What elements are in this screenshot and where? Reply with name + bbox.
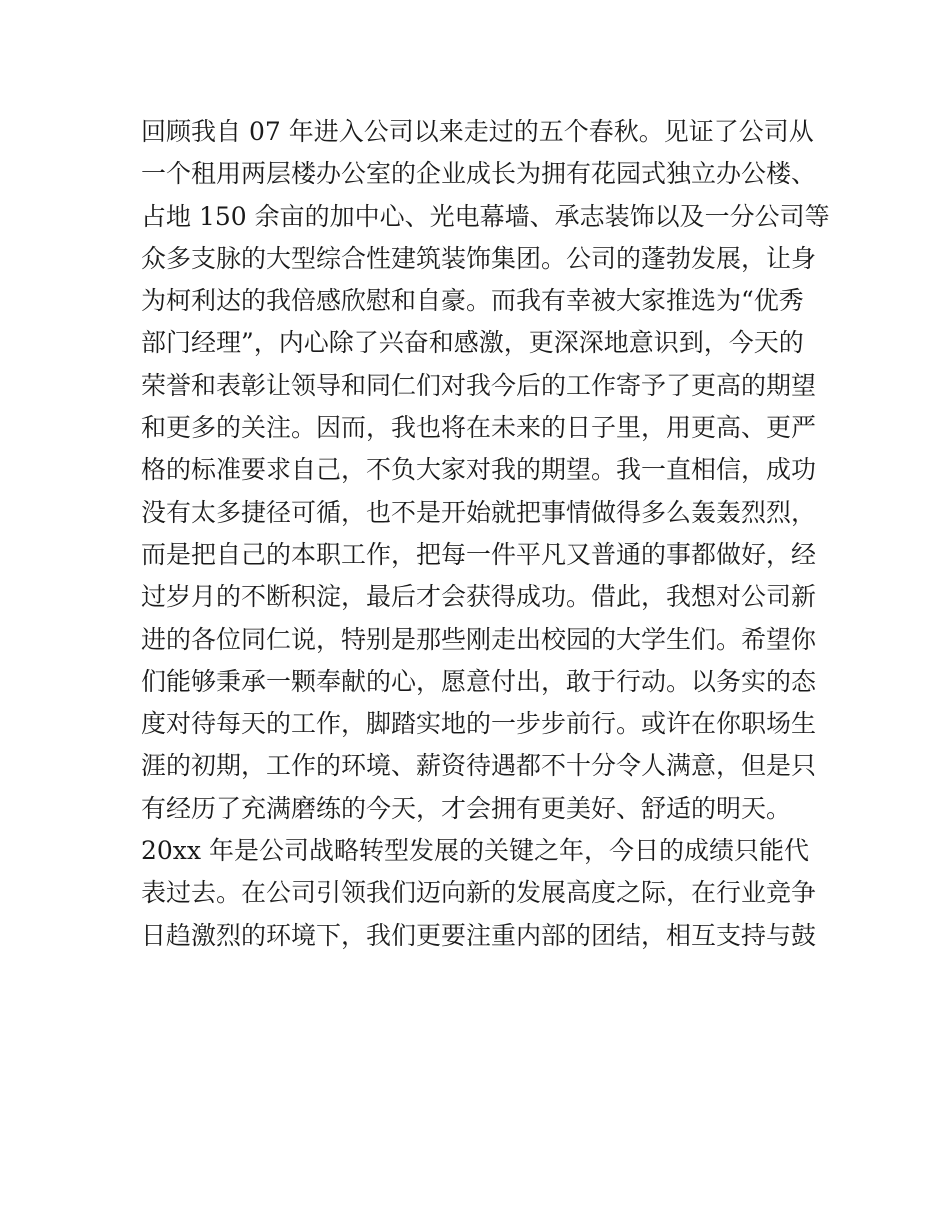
- text-line: 进的各位同仁说，特别是那些刚走出校园的大学生们。希望你: [141, 624, 817, 654]
- text-line: 没有太多捷径可循，也不是开始就把事情做得多么轰轰烈烈，: [141, 497, 817, 527]
- text-line: 众多支脉的大型综合性建筑装饰集团。公司的蓬勃发展，让身: [141, 243, 817, 273]
- text-line: 表过去。在公司引领我们迈向新的发展高度之际，在行业竞争: [141, 878, 817, 908]
- body-text: [141, 111, 841, 957]
- text-line: 涯的初期，工作的环境、薪资待遇都不十分令人满意，但是只: [141, 751, 817, 781]
- text-line: 为柯利达的我倍感欣慰和自豪。而我有幸被大家推选为“优秀: [141, 286, 804, 316]
- text-line: 们能够秉承一颗奉献的心，愿意付出，敢于行动。以务实的态: [141, 666, 817, 696]
- text-line: 而是把自己的本职工作，把每一件平凡又普通的事都做好，经: [141, 539, 817, 569]
- text-line: 部门经理”，内心除了兴奋和感激，更深深地意识到，今天的: [141, 328, 804, 358]
- text-line: 占地 150 余亩的加中心、光电幕墙、承志装饰以及一分公司等: [141, 201, 830, 231]
- text-line: 和更多的关注。因而，我也将在未来的日子里，用更高、更严: [141, 413, 817, 443]
- text-line: 20xx 年是公司战略转型发展的关键之年，今日的成绩只能代: [141, 836, 809, 866]
- text-line: 度对待每天的工作，脚踏实地的一步步前行。或许在你职场生: [141, 709, 817, 739]
- text-line: 回顾我自 07 年进入公司以来走过的五个春秋。见证了公司从: [141, 117, 814, 146]
- text-line: 有经历了充满磨练的今天，才会拥有更美好、舒适的明天。: [141, 793, 792, 823]
- text-line: 荣誉和表彰让领导和同仁们对我今后的工作寄予了更高的期望: [141, 370, 817, 400]
- text-line: 日趋激烈的环境下，我们更要注重内部的团结，相互支持与鼓: [141, 920, 817, 950]
- text-line: 一个租用两层楼办公室的企业成长为拥有花园式独立办公楼、: [141, 159, 817, 189]
- text-line: 过岁月的不断积淀，最后才会获得成功。借此，我想对公司新: [141, 582, 817, 612]
- text-line: 格的标准要求自己，不负大家对我的期望。我一直相信，成功: [141, 455, 817, 485]
